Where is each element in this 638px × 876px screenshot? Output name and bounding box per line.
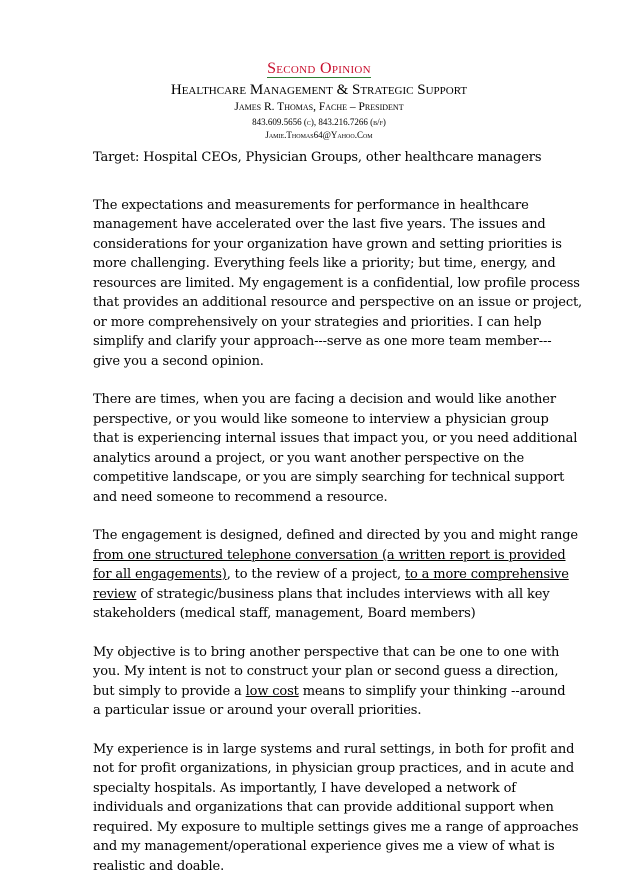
text-run: but simply to provide a <box>93 684 246 699</box>
text-line: There are times, when you are facing a decision and would like another <box>93 390 553 410</box>
text-line: a particular issue or around your overall priorities. <box>93 701 553 721</box>
text-line: My objective is to bring another perspective that can be one to one with <box>93 643 553 663</box>
text-line <box>93 585 553 605</box>
text-line: management have accelerated over the last five years. The issues and <box>93 215 553 235</box>
text-line: realistic and doable. <box>93 857 553 876</box>
text-line: required. My exposure to multiple settings gives me a range of approaches <box>93 818 553 838</box>
paragraph-there-are-times <box>93 390 553 507</box>
text-line: more challenging. Everything feels like a priority; but time, energy, and <box>93 254 553 274</box>
text-line: not for profit organizations, in physician group practices, and in acute and <box>93 759 553 779</box>
letterhead-title: Second Opinion <box>267 60 371 78</box>
paragraph-experience <box>93 740 553 876</box>
text-line: The engagement is designed, defined and directed by you and might range <box>93 526 553 546</box>
underlined-phrase: to a more comprehensive <box>405 567 569 582</box>
text-line: individuals and organizations that can provide additional support when <box>93 798 553 818</box>
letterhead <box>0 58 638 140</box>
paragraph-engagement <box>93 526 553 624</box>
text-line: and need someone to recommend a resource. <box>93 488 553 508</box>
paragraph-expectations <box>93 196 553 372</box>
text-line <box>93 565 553 585</box>
underlined-phrase: from one structured telephone conversation (a written report is provided <box>93 548 566 563</box>
text-line: give you a second opinion. <box>93 352 553 372</box>
text-line: specialty hospitals. As importantly, I have developed a network of <box>93 779 553 799</box>
letterhead-subtitle: Healthcare Management & Strategic Support <box>0 82 638 99</box>
letterhead-name: James R. Thomas, Fache – President <box>0 101 638 114</box>
text-line: resources are limited. My engagement is a confidential, low profile process <box>93 274 553 294</box>
letterhead-email: Jamie.Thomas64@Yahoo.Com <box>0 130 638 140</box>
text-line <box>93 682 553 702</box>
underlined-phrase: for all engagements) <box>93 567 227 582</box>
text-line: stakeholders (medical staff, management, Board members) <box>93 604 553 624</box>
paragraph-objective <box>93 643 553 721</box>
text-line: perspective, or you would like someone to interview a physician group <box>93 410 553 430</box>
text-line: that is experiencing internal issues that impact you, or you need additional <box>93 429 553 449</box>
letter-body <box>93 148 553 876</box>
underlined-phrase: low cost <box>246 684 299 699</box>
text-line <box>93 546 553 566</box>
text-run: of strategic/business plans that includes interviews with all key <box>136 587 549 602</box>
text-line: considerations for your organization have grown and setting priorities is <box>93 235 553 255</box>
text-line: My experience is in large systems and rural settings, in both for profit and <box>93 740 553 760</box>
text-run: means to simplify your thinking --around <box>299 684 566 699</box>
text-line: analytics around a project, or you want another perspective on the <box>93 449 553 469</box>
text-line: competitive landscape, or you are simply searching for technical support <box>93 468 553 488</box>
text-line: that provides an additional resource and perspective on an issue or project, <box>93 293 553 313</box>
text-line: you. My intent is not to construct your plan or second guess a direction, <box>93 662 553 682</box>
letterhead-phone: 843.609.5656 (c), 843.216.7266 (b/f) <box>0 117 638 127</box>
target-line: Target: Hospital CEOs, Physician Groups, other healthcare managers <box>93 148 553 168</box>
text-run: , to the review of a project, <box>227 567 405 582</box>
text-line: or more comprehensively on your strategies and priorities. I can help <box>93 313 553 333</box>
text-line: and my management/operational experience gives me a view of what is <box>93 837 553 857</box>
underlined-phrase: review <box>93 587 136 602</box>
text-line: The expectations and measurements for performance in healthcare <box>93 196 553 216</box>
text-line: simplify and clarify your approach---serve as one more team member--- <box>93 332 553 352</box>
